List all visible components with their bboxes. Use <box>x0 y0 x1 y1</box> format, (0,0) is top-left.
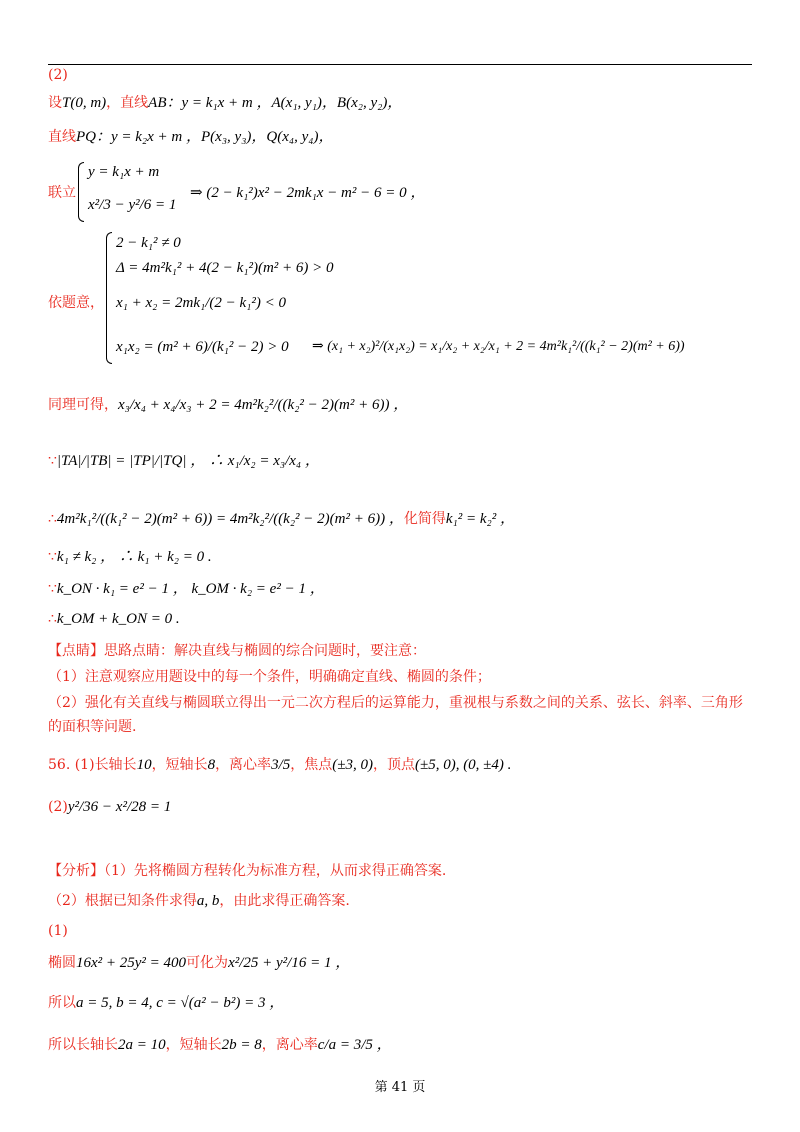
cond-3: x₁ + x₂ = 2mk₁/(2 − k₁²) < 0 <box>116 295 286 311</box>
therefore-symbol: ∴ <box>48 611 57 627</box>
system-brace <box>78 162 84 222</box>
comment-p1: （1）注意观察应用题设中的每一个条件，明确确定直线、椭圆的条件； <box>48 669 491 685</box>
comment-intro <box>48 642 426 660</box>
math: a, b <box>196 893 220 909</box>
page-number: 第 41 页 <box>374 1080 426 1095</box>
math: k_ON · k₁ = e² − 1 ， k_OM · k₂ = e² − 1 ， <box>56 581 325 597</box>
condition-brace <box>106 232 112 364</box>
solution-part1: (1) <box>48 923 68 939</box>
math: 10 <box>136 757 152 773</box>
because-symbol: ∵ <box>48 549 57 565</box>
text: ，短轴长 <box>165 1037 222 1053</box>
text: （2）根据已知条件求得 <box>48 893 197 909</box>
because-symbol: ∵ <box>48 453 57 469</box>
cond-result: ⇒ (x₁ + x₂)²/(x₁x₂) = x₁/x₂ + x₂/x₁ + 2 = 4m²k₁²/((k₁² − 2)(m² + 6)) <box>312 339 685 354</box>
text: 可化为 <box>186 955 229 971</box>
text: ，离心率 <box>215 757 272 773</box>
cond-4: x₁x₂ = (m² + 6)/(k₁² − 2) > 0 <box>116 339 289 355</box>
cond-2: Δ = 4m²k₁² + 4(2 − k₁²)(m² + 6) > 0 <box>116 260 334 276</box>
math: k_OM + k_ON = 0 . <box>56 611 180 627</box>
math: 4m²k₁²/((k₁² − 2)(m² + 6)) = 4m²k₂²/((k₂² − 2)(m² + 6)) ， <box>56 511 404 527</box>
comment-tag: 【点睛】 <box>48 643 104 659</box>
math: x₃/x₄ + x₄/x₃ + 2 = 4m²k₂²/((k₂² − 2)(m² + 6)) ， <box>118 397 409 413</box>
system-result: ⇒ (2 − k₁²)x² − 2mk₁x − m² − 6 = 0 ， <box>190 185 426 201</box>
line-similar <box>48 396 408 414</box>
yitiyi-label: 依题意， <box>48 295 104 311</box>
question-number: 56. <box>48 757 71 773</box>
line-pq <box>48 128 333 146</box>
text: 直线 <box>48 129 76 145</box>
line-conclusion <box>48 610 180 628</box>
text: 椭圆 <box>48 955 76 971</box>
text: 所以 <box>48 995 76 1011</box>
math: (±5, 0), (0, ±4) . <box>414 757 512 773</box>
analysis-p2 <box>48 892 350 910</box>
math: 16x² + 25y² = 400 <box>76 955 187 971</box>
comment-p2a: （2）强化有关直线与椭圆联立得出一元二次方程后的运算能力，重视根与系数之间的关系、弦长、斜率、三角形 <box>48 695 743 711</box>
q56-answer-1 <box>48 756 511 774</box>
math: T(0, m) <box>62 95 107 111</box>
text: 同理可得， <box>48 397 118 413</box>
math: 2a = 10 <box>118 1037 166 1053</box>
text: （1）先将椭圆方程转化为标准方程，从而求得正确答案. <box>104 863 447 879</box>
therefore-symbol: ∴ <box>48 511 57 527</box>
text: ，短轴长 <box>151 757 208 773</box>
math: PQ：y = k₂x + m ，P(x₃, y₃)，Q(x₄, y₄)， <box>76 129 334 145</box>
line-k-sum <box>48 548 212 566</box>
text: ，离心率 <box>261 1037 318 1053</box>
math: c/a = 3/5 ， <box>317 1037 392 1053</box>
line-ratio <box>48 452 320 470</box>
solution-line3 <box>48 1036 392 1054</box>
text: ，由此求得正确答案. <box>219 893 350 909</box>
analysis-tag: 【分析】 <box>48 863 104 879</box>
lianli-label: 联立 <box>48 185 76 201</box>
math: a = 5, b = 4, c = √(a² − b²) = 3 ， <box>76 995 285 1011</box>
line-kon <box>48 580 325 598</box>
system-eq2: x²/3 − y²/6 = 1 <box>88 197 177 213</box>
math: AB：y = k₁x + m ，A(x₁, y₁)，B(x₂, y₂)， <box>148 95 403 111</box>
text: 化简得 <box>403 511 446 527</box>
math: (±3, 0) <box>332 757 373 773</box>
solution-line2 <box>48 994 284 1012</box>
comment-p2b: 的面积等问题. <box>48 719 137 735</box>
text: ，焦点 <box>290 757 333 773</box>
math: x²/25 + y²/16 = 1 ， <box>228 955 351 971</box>
math: y²/36 − x²/28 = 1 <box>67 799 172 815</box>
math: 2b = 8 <box>221 1037 262 1053</box>
math: |TA|/|TB| = |TP|/|TQ| ， ∴ x₁/x₂ = x₃/x₄ ， <box>56 453 320 469</box>
q56-answer-2 <box>48 798 171 816</box>
line-equal <box>48 510 515 528</box>
text: ，顶点 <box>372 757 415 773</box>
math: 3/5 <box>271 757 291 773</box>
text: ，直线 <box>106 95 149 111</box>
math: 8 <box>207 757 216 773</box>
cond-1: 2 − k₁² ≠ 0 <box>116 235 181 251</box>
math: k₁ ≠ k₂ ， ∴ k₁ + k₂ = 0 . <box>56 549 212 565</box>
text: 设 <box>48 95 62 111</box>
text: 长轴长 <box>94 757 137 773</box>
system-eq1: y = k₁x + m <box>88 164 160 180</box>
text: 所以长轴长 <box>48 1037 118 1053</box>
solution-line1 <box>48 954 350 972</box>
text: (2) <box>48 799 68 815</box>
text: (1) <box>74 757 95 773</box>
line-setup <box>48 94 402 112</box>
part2-label: (2) <box>48 67 68 83</box>
top-rule <box>48 64 752 65</box>
math: k₁² = k₂² ， <box>445 511 515 527</box>
text: 思路点睛：解决直线与椭圆的综合问题时，要注意： <box>104 643 426 659</box>
analysis-p1 <box>48 862 446 880</box>
because-symbol: ∵ <box>48 581 57 597</box>
